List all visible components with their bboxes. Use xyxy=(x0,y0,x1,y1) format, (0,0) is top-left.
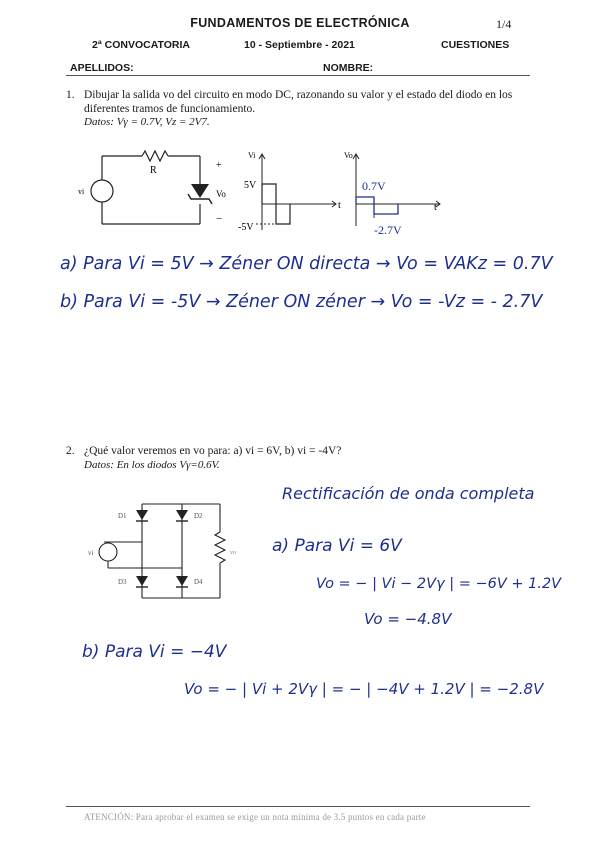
d3-label: D3 xyxy=(118,578,127,586)
resistor-label: R xyxy=(150,165,157,176)
vi-high-label: 5V xyxy=(244,180,257,191)
vo-high-label: 0.7V xyxy=(362,179,386,193)
q2-answer-b-heading: b) Para Vi = −4V xyxy=(82,642,227,662)
q1-input-waveform xyxy=(236,146,346,238)
q1-text-line1: Dibujar la salida vo del circuito en modo DC, razonando su valor y el estado del diodo en los xyxy=(84,89,513,101)
q2-vo-label: vo xyxy=(230,550,236,556)
q1-answer-a: a) Para Vi = 5V → Zéner ON directa → Vo = VAKz = 0.7V xyxy=(60,254,553,274)
q2-bridge-circuit xyxy=(84,496,254,612)
q1-zener-circuit xyxy=(70,146,240,236)
vo-t-label: t xyxy=(434,202,437,213)
exam-title: FUNDAMENTOS DE ELECTRÓNICA xyxy=(190,16,410,30)
q2-vi-label: vi xyxy=(88,549,94,557)
q1-datos: Datos: Vγ = 0.7V, Vz = 2V7. xyxy=(84,116,210,128)
vo-low-label: -2.7V xyxy=(374,223,402,237)
q2-answer-b-eq: Vo = − | Vi + 2Vγ | = − | −4V + 1.2V | = −2.8V xyxy=(184,680,544,698)
diode-d4-icon xyxy=(176,576,188,586)
q2-text: ¿Qué valor veremos en vo para: a) vi = 6V, b) vi = -4V? xyxy=(84,445,342,457)
q2-number: 2. xyxy=(66,445,75,457)
vi-axis-label: Vi xyxy=(248,151,256,160)
footer-divider xyxy=(66,806,530,807)
vi-low-label: -5V xyxy=(238,222,254,233)
q1-vo-label: Vo xyxy=(216,189,226,199)
q1-number: 1. xyxy=(66,89,75,101)
diode-d2-icon xyxy=(176,510,188,520)
vi-t-label: t xyxy=(338,200,341,211)
d4-label: D4 xyxy=(194,578,203,586)
q1-output-waveform xyxy=(340,146,450,246)
exam-date: 10 - Septiembre - 2021 xyxy=(244,39,355,51)
q2-answer-a-eq1: Vo = − | Vi − 2Vγ | = −6V + 1.2V xyxy=(316,576,562,592)
footer-note: ATENCIÓN: Para aprobar el examen se exige un nota mínima de 3.5 puntos en cada parte xyxy=(84,812,426,822)
header-divider xyxy=(66,75,530,76)
q1-minus-sign: − xyxy=(216,213,223,225)
section-label: CUESTIONES xyxy=(441,39,510,51)
vo-axis-label: Vo xyxy=(344,151,353,160)
d2-label: D2 xyxy=(194,512,203,520)
q1-plus-sign: + xyxy=(216,160,222,171)
diode-d1-icon xyxy=(136,510,148,520)
nombre-label: NOMBRE: xyxy=(323,62,374,74)
q1-answer-b: b) Para Vi = -5V → Zéner ON zéner → Vo = -Vz = - 2.7V xyxy=(60,292,543,312)
q2-hand-title: Rectificación de onda completa xyxy=(282,484,535,503)
zener-diode-icon xyxy=(191,184,209,198)
q1-vi-label: vi xyxy=(78,187,85,196)
diode-d3-icon xyxy=(136,576,148,586)
page-number: 1/4 xyxy=(496,17,512,31)
apellidos-label: APELLIDOS: xyxy=(70,62,134,74)
convocatoria-label: 2ª CONVOCATORIA xyxy=(92,39,191,51)
q2-answer-a-heading: a) Para Vi = 6V xyxy=(272,536,402,556)
q2-answer-a-eq2: Vo = −4.8V xyxy=(364,610,452,628)
q2-datos: Datos: En los diodos Vγ=0.6V. xyxy=(84,459,220,471)
d1-label: D1 xyxy=(118,512,127,520)
q1-text-line2: diferentes tramos de funcionamiento. xyxy=(84,103,256,115)
